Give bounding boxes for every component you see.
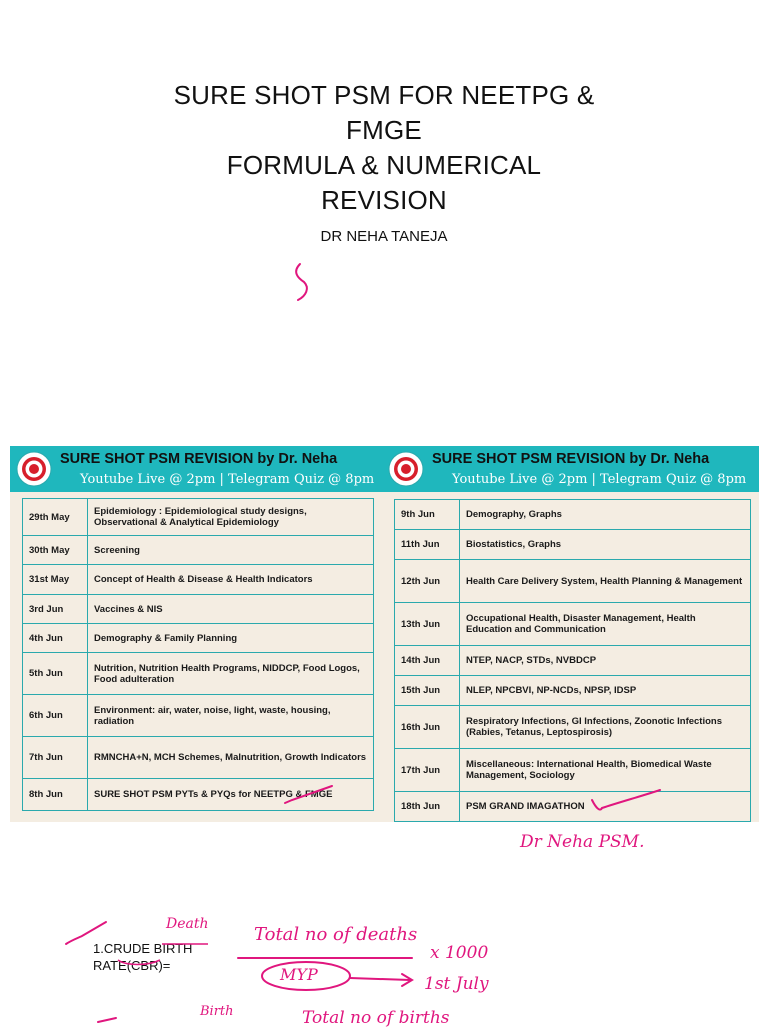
topic-cell: Vaccines & NIS (88, 595, 374, 624)
date-cell: 30th May (23, 536, 88, 565)
author-name: DR NEHA TANEJA (320, 228, 448, 245)
table-row (23, 624, 374, 653)
topic-cell: Environment: air, water, noise, light, waste, housing, radiation (88, 695, 374, 737)
date-cell: 5th Jun (23, 653, 88, 695)
table-row (395, 749, 751, 792)
date-cell: 18th Jun (395, 792, 460, 822)
table-row (23, 536, 374, 565)
handwritten-birth: Birth (200, 1004, 234, 1019)
date-cell: 13th Jun (395, 603, 460, 646)
arrow-line (350, 978, 410, 980)
target-logo-icon (16, 451, 52, 487)
table-row (23, 653, 374, 695)
date-cell: 9th Jun (395, 500, 460, 530)
date-cell: 6th Jun (23, 695, 88, 737)
handwritten-denominator: MYP (280, 965, 318, 984)
table-row (23, 695, 374, 737)
handwritten-numerator-next: Total no of births (302, 1008, 450, 1028)
table-row (23, 565, 374, 595)
topic-cell: Demography, Graphs (460, 500, 751, 530)
topic-cell: RMNCHA+N, MCH Schemes, Malnutrition, Growth Indicators (88, 737, 374, 779)
table-row (395, 560, 751, 603)
topic-cell: NTEP, NACP, STDs, NVBDCP (460, 646, 751, 676)
table-row (395, 676, 751, 706)
schedule-banner (382, 446, 759, 492)
table-row (23, 779, 374, 811)
topic-cell: Respiratory Infections, GI Infections, Zoonotic Infections (Rabies, Tetanus, Leptospirosis) (460, 706, 751, 749)
topic-cell: Nutrition, Nutrition Health Programs, NIDDCP, Food Logos, Food adulteration (88, 653, 374, 695)
table-row (23, 737, 374, 779)
handwritten-death: Death (166, 916, 209, 932)
topic-cell: Occupational Health, Disaster Management, Health Education and Communication (460, 603, 751, 646)
table-row (395, 500, 751, 530)
handwritten-mid-year: 1st July (424, 974, 489, 994)
title-line: FMGE (346, 115, 422, 145)
formula-label-line1: 1.CRUDE BIRTH (93, 941, 193, 956)
formula-item (93, 940, 192, 974)
table-row (23, 499, 374, 536)
topic-cell: Biostatistics, Graphs (460, 530, 751, 560)
title-line: REVISION (321, 185, 447, 215)
handwritten-multiplier: x 1000 (430, 943, 489, 963)
schedule-table (22, 498, 374, 811)
squiggle-mark (296, 264, 307, 300)
formula-label-line2: RATE(CBR)= (93, 958, 171, 973)
date-cell: 8th Jun (23, 779, 88, 811)
handwritten-signature: Dr Neha PSM. (520, 832, 645, 852)
date-cell: 7th Jun (23, 737, 88, 779)
schedule-subheading: Youtube Live @ 2pm | Telegram Quiz @ 8pm (80, 472, 375, 487)
schedule-heading: SURE SHOT PSM REVISION by Dr. Neha (432, 451, 710, 467)
schedule-image-right (382, 446, 759, 822)
schedule-banner (10, 446, 382, 492)
date-cell: 29th May (23, 499, 88, 536)
date-cell: 3rd Jun (23, 595, 88, 624)
date-cell: 31st May (23, 565, 88, 595)
date-cell: 12th Jun (395, 560, 460, 603)
topic-cell: Epidemiology : Epidemiological study designs, Observational & Analytical Epidemiology (88, 499, 374, 536)
date-cell: 16th Jun (395, 706, 460, 749)
topic-cell: SURE SHOT PSM PYTs & PYQs for NEETPG & FMGE (88, 779, 374, 811)
topic-cell: Health Care Delivery System, Health Planning & Management (460, 560, 751, 603)
table-row (395, 603, 751, 646)
topic-cell: PSM GRAND IMAGATHON (460, 792, 751, 822)
slide-title (0, 78, 768, 218)
topic-cell: Concept of Health & Disease & Health Indicators (88, 565, 374, 595)
date-cell: 17th Jun (395, 749, 460, 792)
table-row (395, 646, 751, 676)
topic-cell: Miscellaneous: International Health, Biomedical Waste Management, Sociology (460, 749, 751, 792)
arrow-head (402, 974, 412, 986)
schedule-subheading: Youtube Live @ 2pm | Telegram Quiz @ 8pm (452, 472, 747, 487)
topic-cell: Screening (88, 536, 374, 565)
topic-cell: Demography & Family Planning (88, 624, 374, 653)
schedule-image-left (10, 446, 382, 822)
table-row (23, 595, 374, 624)
table-row (395, 706, 751, 749)
date-cell: 4th Jun (23, 624, 88, 653)
date-cell: 15th Jun (395, 676, 460, 706)
table-row (395, 530, 751, 560)
table-row (395, 792, 751, 822)
title-line: SURE SHOT PSM FOR NEETPG & (173, 80, 595, 110)
target-logo-icon (388, 451, 424, 487)
schedule-heading: SURE SHOT PSM REVISION by Dr. Neha (60, 451, 338, 467)
title-line: FORMULA & NUMERICAL (226, 150, 542, 180)
date-cell: 11th Jun (395, 530, 460, 560)
schedule-table (394, 499, 751, 822)
tick-mark-next (98, 1018, 116, 1022)
handwritten-numerator: Total no of deaths (254, 924, 418, 945)
topic-cell: NLEP, NPCBVI, NP-NCDs, NPSP, IDSP (460, 676, 751, 706)
date-cell: 14th Jun (395, 646, 460, 676)
